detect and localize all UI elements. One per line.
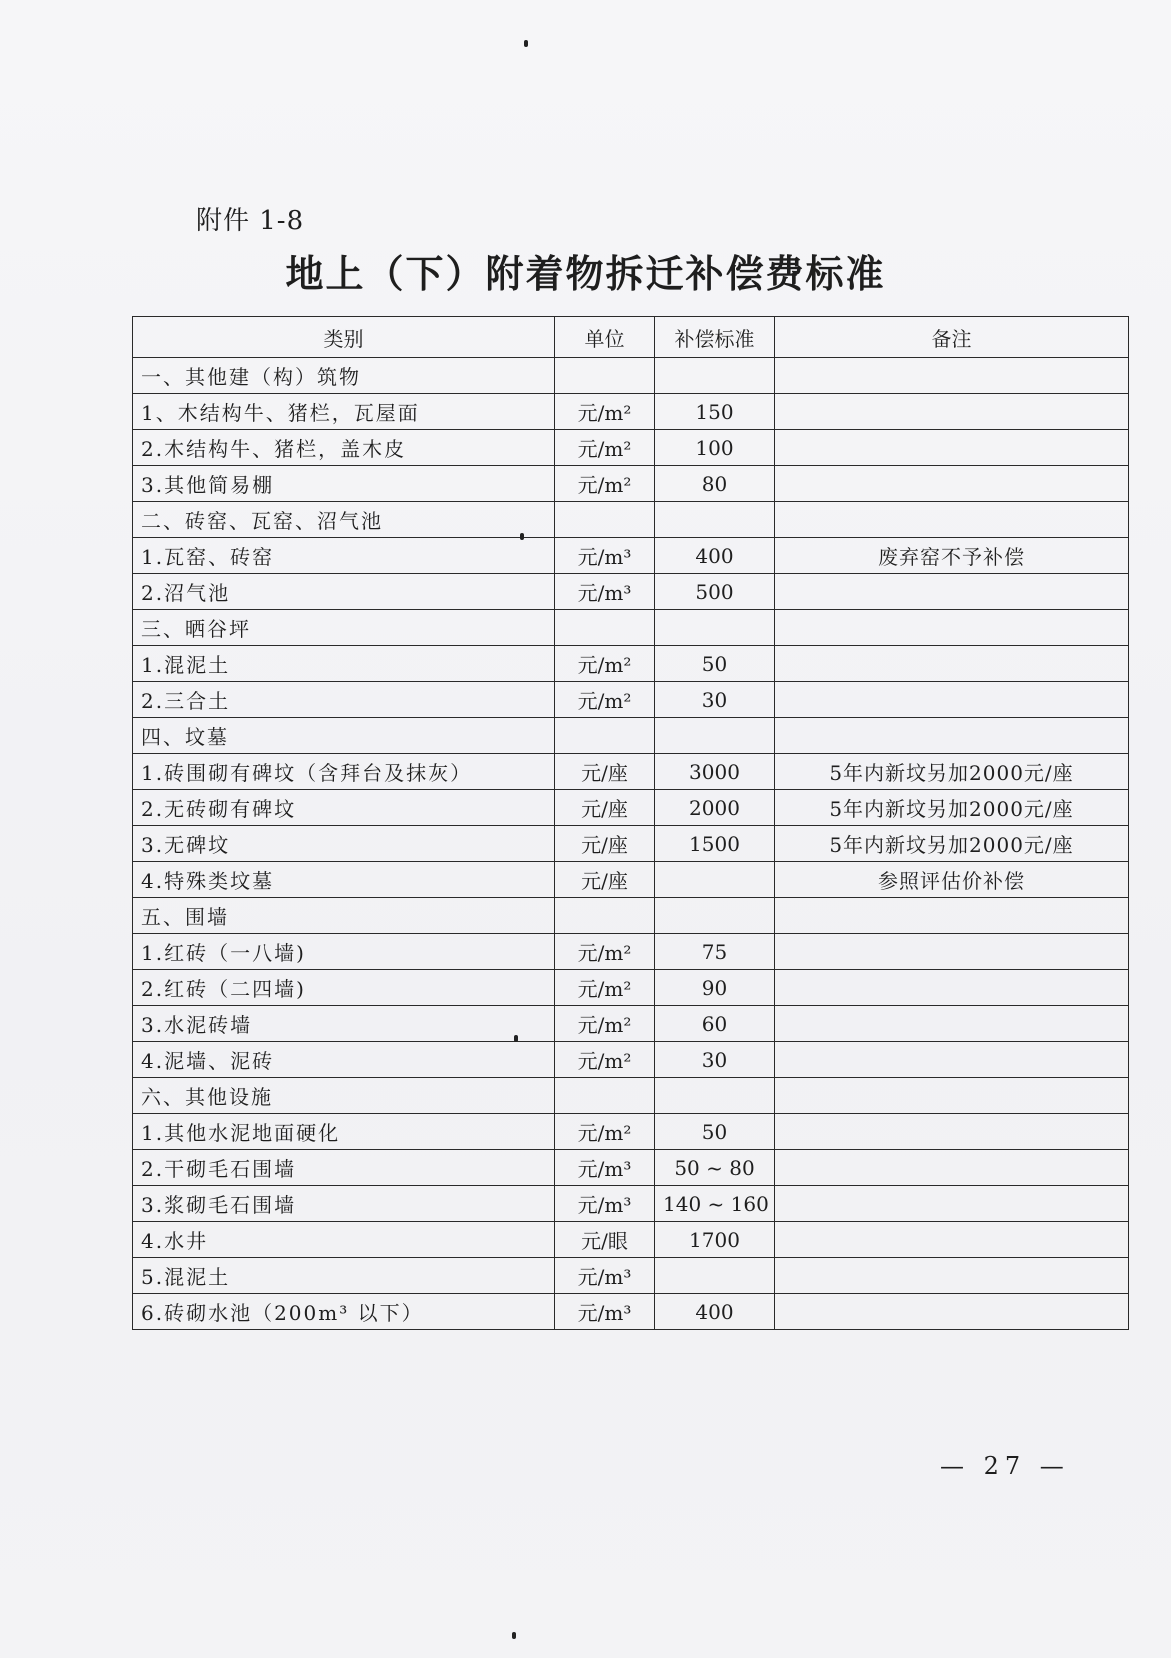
- cell-unit: [555, 718, 655, 754]
- cell-standard: [655, 502, 775, 538]
- cell-unit: 元/m³: [555, 1186, 655, 1222]
- scan-speck: [512, 1632, 516, 1639]
- cell-note: [775, 1078, 1129, 1114]
- header-standard: 补偿标准: [655, 317, 775, 358]
- cell-standard: [655, 358, 775, 394]
- cell-category: 5.混泥土: [133, 1258, 555, 1294]
- cell-standard: [655, 1258, 775, 1294]
- table-header-row: [133, 317, 1129, 358]
- cell-category: 4.水井: [133, 1222, 555, 1258]
- cell-note: [775, 502, 1129, 538]
- cell-unit: 元/m²: [555, 970, 655, 1006]
- cell-category: 1、木结构牛、猪栏，瓦屋面: [133, 394, 555, 430]
- cell-note: 5年内新坟另加2000元/座: [775, 790, 1129, 826]
- cell-note: [775, 1186, 1129, 1222]
- cell-note: [775, 430, 1129, 466]
- cell-standard: 75: [655, 934, 775, 970]
- cell-note: [775, 358, 1129, 394]
- cell-standard: 400: [655, 538, 775, 574]
- cell-category: 4.特殊类坟墓: [133, 862, 555, 898]
- cell-note: 废弃窑不予补偿: [775, 538, 1129, 574]
- cell-note: 5年内新坟另加2000元/座: [775, 826, 1129, 862]
- cell-category: 1.瓦窑、砖窑: [133, 538, 555, 574]
- header-category: 类别: [133, 317, 555, 358]
- cell-standard: 150: [655, 394, 775, 430]
- cell-category: 3.无碑坟: [133, 826, 555, 862]
- cell-note: [775, 466, 1129, 502]
- table-row: [133, 970, 1129, 1006]
- cell-standard: [655, 610, 775, 646]
- cell-category: 2.三合土: [133, 682, 555, 718]
- table-row: [133, 1150, 1129, 1186]
- cell-unit: 元/座: [555, 790, 655, 826]
- cell-unit: 元/m³: [555, 574, 655, 610]
- cell-standard: [655, 1078, 775, 1114]
- table-row: [133, 1222, 1129, 1258]
- table-row: [133, 610, 1129, 646]
- cell-unit: 元/m²: [555, 430, 655, 466]
- cell-category: 1.红砖（一八墙): [133, 934, 555, 970]
- cell-note: [775, 1006, 1129, 1042]
- cell-category: 一、其他建（构）筑物: [133, 358, 555, 394]
- cell-category: 1.砖围砌有碑坟（含拜台及抹灰）: [133, 754, 555, 790]
- table-row: [133, 898, 1129, 934]
- cell-category: 五、围墙: [133, 898, 555, 934]
- cell-note: [775, 646, 1129, 682]
- cell-category: 2.木结构牛、猪栏，盖木皮: [133, 430, 555, 466]
- cell-unit: 元/座: [555, 754, 655, 790]
- cell-category: 2.无砖砌有碑坟: [133, 790, 555, 826]
- cell-standard: 60: [655, 1006, 775, 1042]
- cell-unit: 元/m³: [555, 1294, 655, 1330]
- cell-note: [775, 1222, 1129, 1258]
- cell-category: 三、晒谷坪: [133, 610, 555, 646]
- cell-category: 2.红砖（二四墙): [133, 970, 555, 1006]
- cell-unit: [555, 358, 655, 394]
- table-row: [133, 466, 1129, 502]
- cell-unit: [555, 1078, 655, 1114]
- cell-standard: [655, 898, 775, 934]
- cell-unit: [555, 502, 655, 538]
- table-row: [133, 682, 1129, 718]
- cell-note: [775, 934, 1129, 970]
- cell-note: [775, 898, 1129, 934]
- cell-standard: 50: [655, 646, 775, 682]
- cell-unit: 元/座: [555, 862, 655, 898]
- table-row: [133, 826, 1129, 862]
- cell-note: 5年内新坟另加2000元/座: [775, 754, 1129, 790]
- cell-standard: 30: [655, 1042, 775, 1078]
- cell-standard: 30: [655, 682, 775, 718]
- table-row: [133, 646, 1129, 682]
- cell-unit: 元/m²: [555, 646, 655, 682]
- cell-note: [775, 574, 1129, 610]
- scan-speck: [520, 533, 524, 540]
- cell-category: 二、砖窑、瓦窑、沼气池: [133, 502, 555, 538]
- table-row: [133, 538, 1129, 574]
- cell-unit: 元/m²: [555, 466, 655, 502]
- cell-standard: 50: [655, 1114, 775, 1150]
- cell-note: [775, 1150, 1129, 1186]
- table-row: [133, 394, 1129, 430]
- cell-note: 参照评估价补偿: [775, 862, 1129, 898]
- header-unit: 单位: [555, 317, 655, 358]
- cell-note: [775, 610, 1129, 646]
- cell-note: [775, 970, 1129, 1006]
- table-row: [133, 718, 1129, 754]
- table-row: [133, 502, 1129, 538]
- attachment-label: 附件 1-8: [196, 206, 305, 236]
- cell-standard: 500: [655, 574, 775, 610]
- table-row: [133, 1042, 1129, 1078]
- header-note: 备注: [775, 317, 1129, 358]
- cell-standard: [655, 718, 775, 754]
- cell-unit: 元/m²: [555, 394, 655, 430]
- cell-unit: 元/m²: [555, 1114, 655, 1150]
- table-row: [133, 574, 1129, 610]
- cell-unit: 元/m³: [555, 1150, 655, 1186]
- cell-category: 6.砖砌水池（200m³ 以下）: [133, 1294, 555, 1330]
- cell-unit: 元/m³: [555, 1258, 655, 1294]
- cell-standard: 80: [655, 466, 775, 502]
- cell-category: 1.混泥土: [133, 646, 555, 682]
- cell-standard: [655, 862, 775, 898]
- cell-unit: [555, 610, 655, 646]
- cell-unit: 元/m³: [555, 538, 655, 574]
- table-row: [133, 430, 1129, 466]
- cell-note: [775, 1294, 1129, 1330]
- cell-unit: 元/座: [555, 826, 655, 862]
- cell-unit: 元/m²: [555, 1042, 655, 1078]
- cell-standard: 3000: [655, 754, 775, 790]
- cell-category: 3.其他简易棚: [133, 466, 555, 502]
- cell-note: [775, 682, 1129, 718]
- cell-note: [775, 1042, 1129, 1078]
- cell-unit: 元/眼: [555, 1222, 655, 1258]
- cell-note: [775, 394, 1129, 430]
- table-row: [133, 862, 1129, 898]
- cell-standard: 50 ~ 80: [655, 1150, 775, 1186]
- cell-category: 六、其他设施: [133, 1078, 555, 1114]
- scan-speck: [524, 40, 528, 47]
- cell-unit: 元/m²: [555, 1006, 655, 1042]
- cell-category: 3.水泥砖墙: [133, 1006, 555, 1042]
- document-title: 地上（下）附着物拆迁补偿费标准: [285, 252, 886, 296]
- cell-standard: 100: [655, 430, 775, 466]
- table-row: [133, 790, 1129, 826]
- cell-category: 四、坟墓: [133, 718, 555, 754]
- scan-speck: [514, 1035, 518, 1042]
- table-row: [133, 1078, 1129, 1114]
- table-row: [133, 934, 1129, 970]
- table-row: [133, 1186, 1129, 1222]
- cell-note: [775, 1258, 1129, 1294]
- cell-standard: 90: [655, 970, 775, 1006]
- cell-note: [775, 718, 1129, 754]
- cell-standard: 140 ~ 160: [655, 1186, 775, 1222]
- cell-standard: 1700: [655, 1222, 775, 1258]
- table-row: [133, 1006, 1129, 1042]
- cell-category: 1.其他水泥地面硬化: [133, 1114, 555, 1150]
- page-number: — 27 —: [940, 1452, 1070, 1480]
- cell-note: [775, 1114, 1129, 1150]
- cell-standard: 2000: [655, 790, 775, 826]
- compensation-standards-table: [132, 316, 1129, 1330]
- table-row: [133, 1114, 1129, 1150]
- cell-unit: 元/m²: [555, 934, 655, 970]
- table-row: [133, 754, 1129, 790]
- table-row: [133, 358, 1129, 394]
- cell-category: 4.泥墙、泥砖: [133, 1042, 555, 1078]
- cell-category: 2.干砌毛石围墙: [133, 1150, 555, 1186]
- cell-unit: 元/m²: [555, 682, 655, 718]
- table-row: [133, 1258, 1129, 1294]
- cell-category: 3.浆砌毛石围墙: [133, 1186, 555, 1222]
- table-row: [133, 1294, 1129, 1330]
- cell-standard: 400: [655, 1294, 775, 1330]
- cell-standard: 1500: [655, 826, 775, 862]
- cell-category: 2.沼气池: [133, 574, 555, 610]
- cell-unit: [555, 898, 655, 934]
